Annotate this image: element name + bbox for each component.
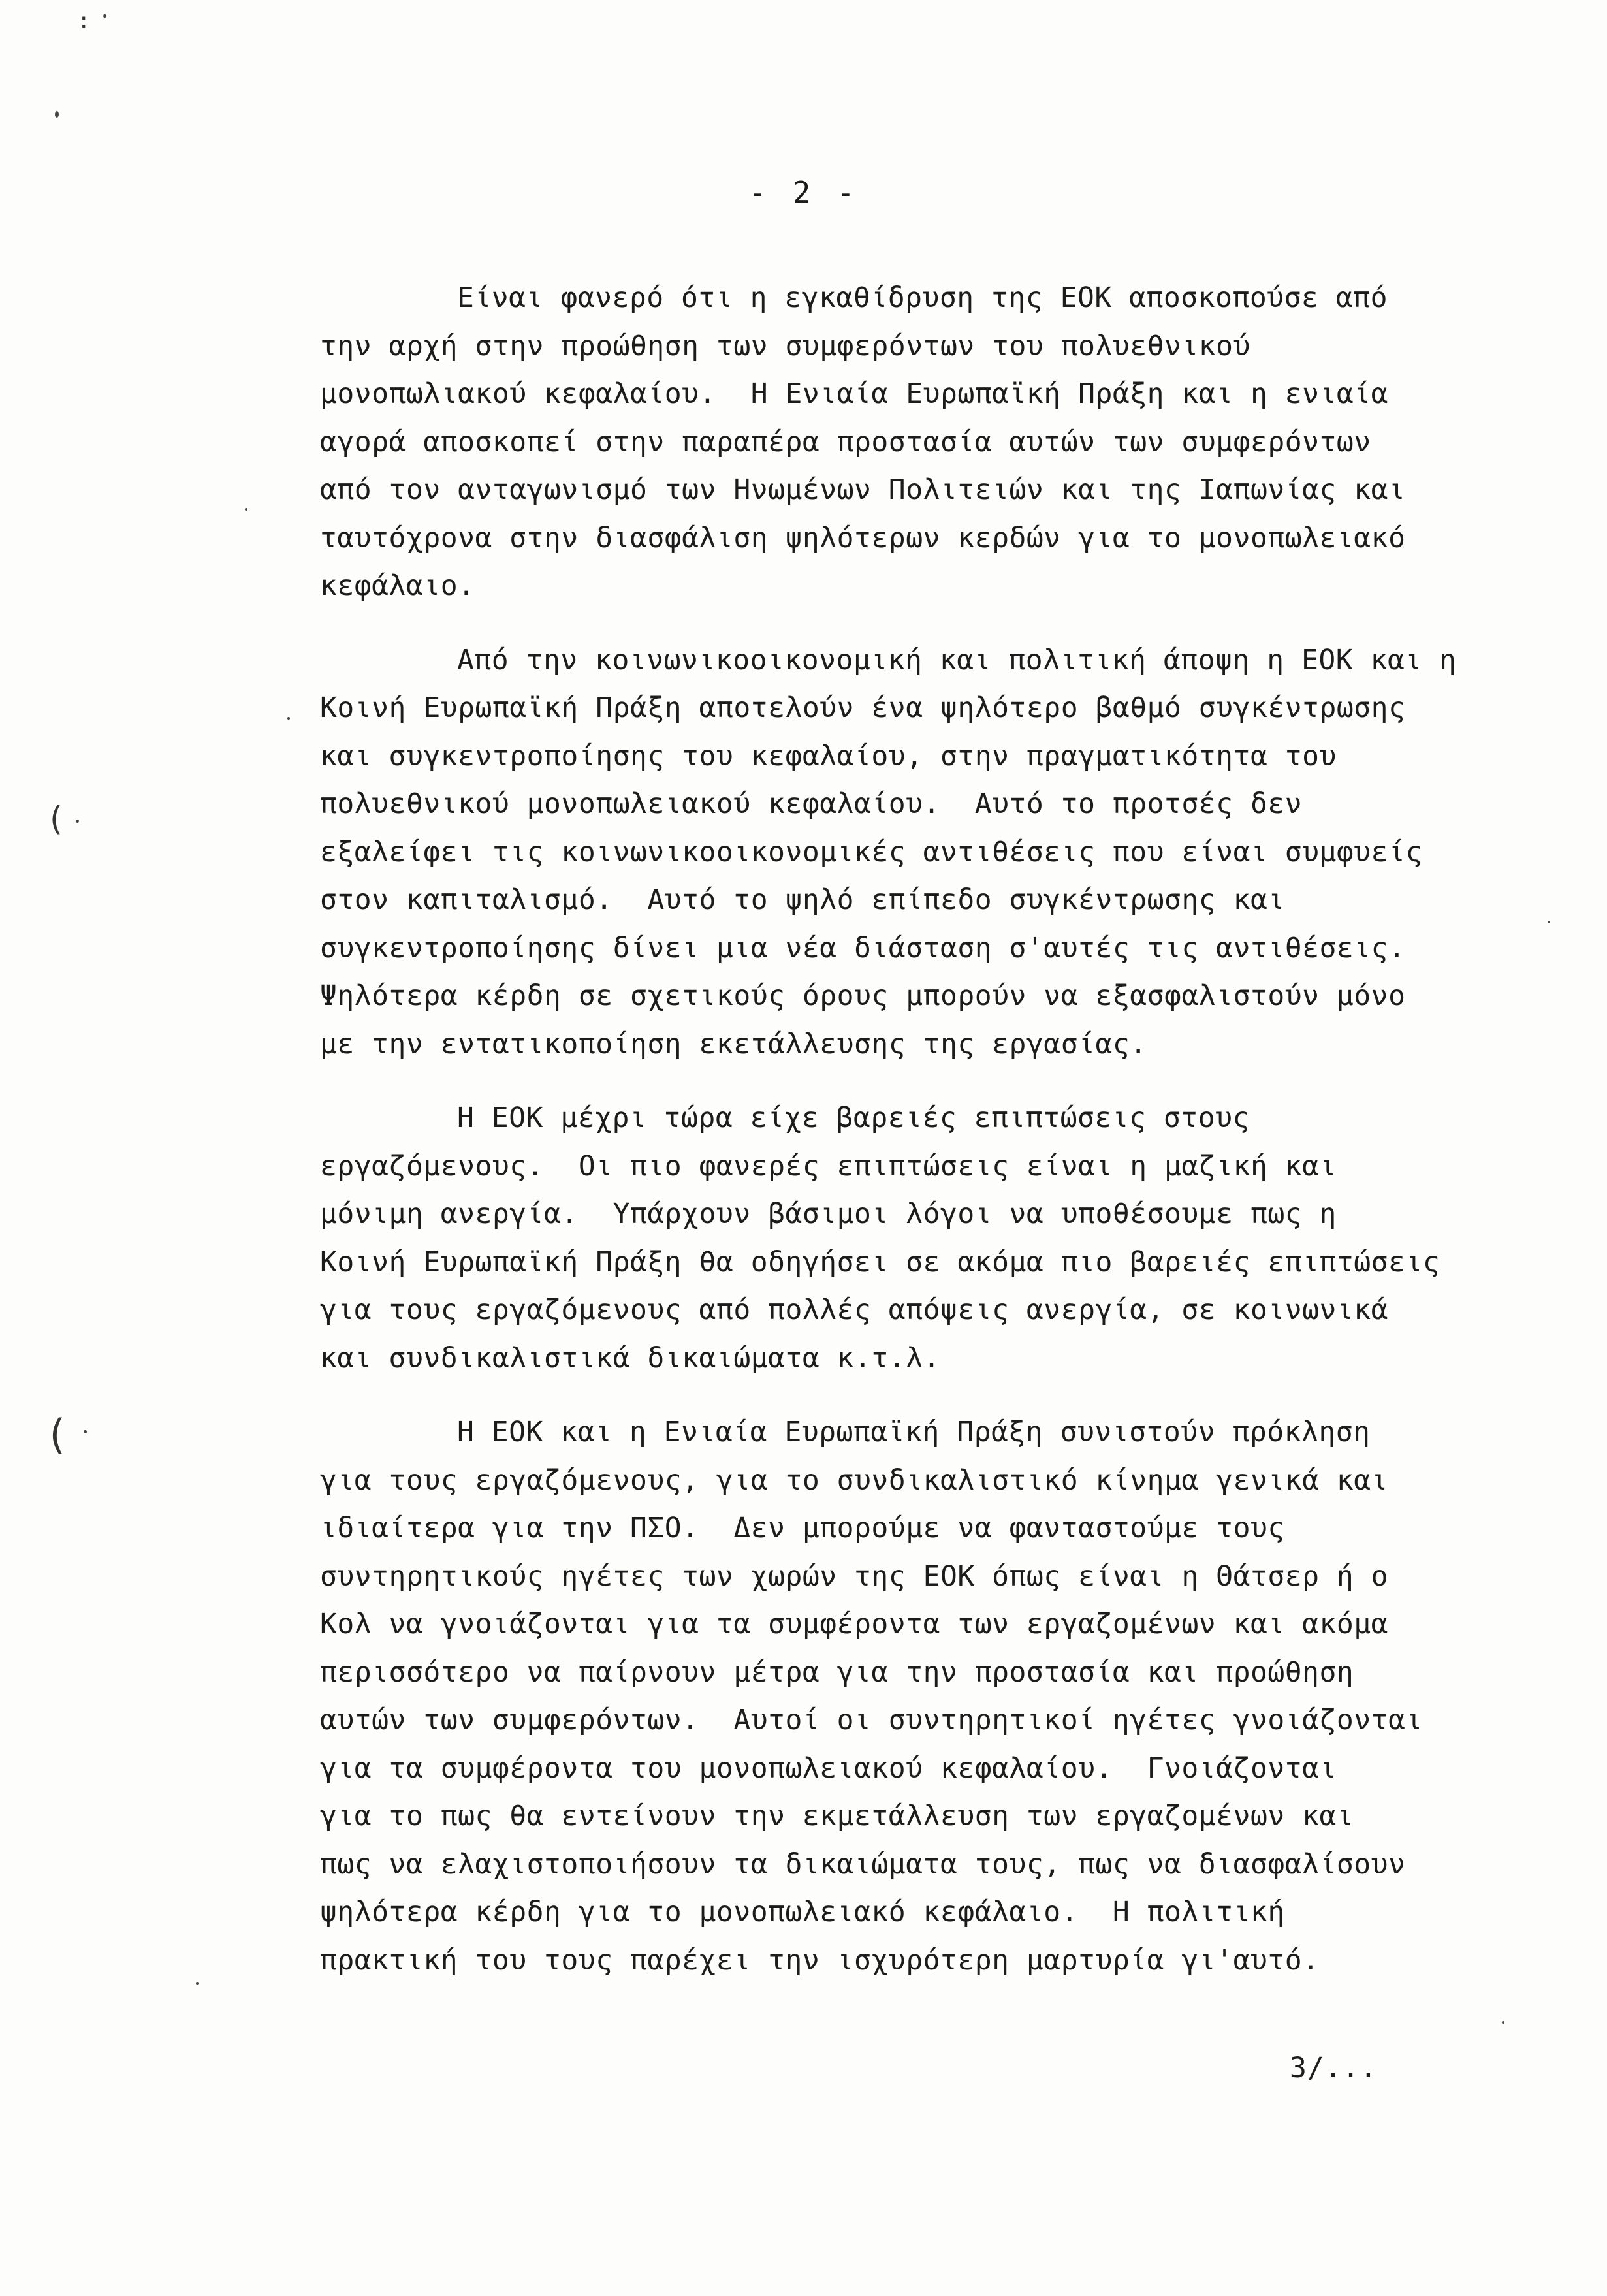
paragraph-2: [320, 637, 1593, 1069]
scan-speck: [84, 1430, 87, 1433]
text-line: Κοινή Ευρωπαϊκή Πράξη θα οδηγήσει σε ακόμα πιο βαρειές επιπτώσεις: [320, 1245, 1440, 1279]
text-line: στον καπιταλισμό. Αυτό το ψηλό επίπεδο συγκέντρωσης και: [320, 884, 1285, 916]
scan-speck: [1502, 2021, 1504, 2024]
text-line: για τους εργαζόμενους, για το συνδικαλιστικό κίνημα γενικά και: [320, 1463, 1389, 1497]
text-line: για τους εργαζόμενους από πολλές απόψεις ανεργία, σε κοινωνικά: [320, 1294, 1389, 1326]
scan-speck: [287, 717, 290, 720]
text-line: με την εντατικοποίηση εκετάλλευσης της εργασίας.: [320, 1027, 1147, 1060]
text-line: την αρχή στην προώθηση των συμφερόντων του πολυεθνικού: [320, 329, 1250, 362]
text-line: συντηρητικούς ηγέτες των χωρών της ΕΟΚ όπως είναι η Θάτσερ ή ο: [320, 1559, 1389, 1593]
text-line: κεφάλαιο.: [320, 569, 475, 602]
text-line: Η ΕΟΚ μέχρι τώρα είχε βαρειές επιπτώσεις στους: [457, 1102, 1250, 1134]
text-line: ψηλότερα κέρδη για το μονοπωλειακό κεφάλαιο. Η πολιτική: [320, 1896, 1285, 1928]
text-line: περισσότερο να παίρνουν μέτρα για την προστασία και προώθηση: [320, 1655, 1354, 1689]
paragraph-3: [320, 1094, 1593, 1382]
text-line: για τα συμφέροντα του μονοπωλειακού κεφαλαίου. Γνοιάζονται: [320, 1751, 1337, 1785]
text-line: Κοινή Ευρωπαϊκή Πράξη αποτελούν ένα ψηλότερο βαθμό συγκέντρωσης: [320, 692, 1406, 724]
text-line: από τον ανταγωνισμό των Ηνωμένων Πολιτειών και της Ιαπωνίας και: [320, 473, 1406, 506]
text-line: ιδιαίτερα για την ΠΣΟ. Δεν μπορούμε να φανταστούμε τους: [320, 1512, 1285, 1544]
scan-speck: [245, 508, 247, 511]
page-number: - 2 -: [748, 175, 859, 210]
body-text: [320, 274, 1593, 2011]
text-line: και συγκεντροποίησης του κεφαλαίου, στην πραγματικότητα του: [320, 739, 1337, 773]
text-line: Η ΕΟΚ και η Ενιαία Ευρωπαϊκή Πράξη συνιστούν πρόκληση: [457, 1416, 1371, 1448]
paragraph-4: [320, 1409, 1593, 1985]
text-line: αγορά αποσκοπεί στην παραπέρα προστασία αυτών των συμφερόντων: [320, 425, 1371, 458]
text-line: πολυεθνικού μονοπωλειακού κεφαλαίου. Αυτό το προτσές δεν: [320, 788, 1303, 820]
scan-speck: [103, 14, 106, 18]
scan-speck: [76, 820, 79, 823]
text-line: εργαζόμενους. Οι πιο φανερές επιπτώσεις είναι η μαζική και: [320, 1149, 1337, 1183]
text-line: ταυτόχρονα στην διασφάλιση ψηλότερων κερδών για το μονοπωλειακό: [320, 521, 1406, 554]
margin-bracket-mark: (: [46, 800, 66, 838]
text-line: συγκεντροποίησης δίνει μια νέα διάσταση σ'αυτές τις αντιθέσεις.: [320, 931, 1406, 965]
scan-speck: [196, 1982, 199, 1985]
text-line: και συνδικαλιστικά δικαιώματα κ.τ.λ.: [320, 1341, 940, 1375]
text-line: εξαλείφει τις κοινωνικοοικονομικές αντιθέσεις που είναι συμφυείς: [320, 835, 1423, 869]
continuation-marker: 3/...: [1290, 2052, 1378, 2084]
text-line: πρακτική του τους παρέχει την ισχυρότερη μαρτυρία γι'αυτό.: [320, 1943, 1320, 1977]
text-line: μονοπωλιακού κεφαλαίου. Η Ενιαία Ευρωπαϊκή Πράξη και η ενιαία: [320, 377, 1389, 410]
scan-speck: [55, 111, 59, 118]
text-line: μόνιμη ανεργία. Υπάρχουν βάσιμοι λόγοι να υποθέσουμε πως η: [320, 1198, 1337, 1230]
text-line: πως να ελαχιστοποιήσουν τα δικαιώματα τους, πως να διασφαλίσουν: [320, 1847, 1406, 1881]
margin-bracket-mark: (: [44, 1411, 69, 1458]
text-line: Κολ να γνοιάζονται για τα συμφέροντα των εργαζομένων και ακόμα: [320, 1608, 1389, 1640]
text-line: Ψηλότερα κέρδη σε σχετικούς όρους μπορούν να εξασφαλιστούν μόνο: [320, 980, 1406, 1012]
margin-mark-top: :: [77, 8, 91, 34]
text-line: Από την κοινωνικοοικονομική και πολιτική άποψη η ΕΟΚ και η: [457, 643, 1457, 677]
text-line: αυτών των συμφερόντων. Αυτοί οι συντηρητικοί ηγέτες γνοιάζονται: [320, 1704, 1423, 1736]
text-line: για το πως θα εντείνουν την εκμετάλλευση των εργαζομένων και: [320, 1800, 1354, 1832]
text-line: Είναι φανερό ότι η εγκαθίδρυση της ΕΟΚ αποσκοπούσε από: [457, 281, 1388, 314]
paragraph-1: [320, 274, 1593, 611]
